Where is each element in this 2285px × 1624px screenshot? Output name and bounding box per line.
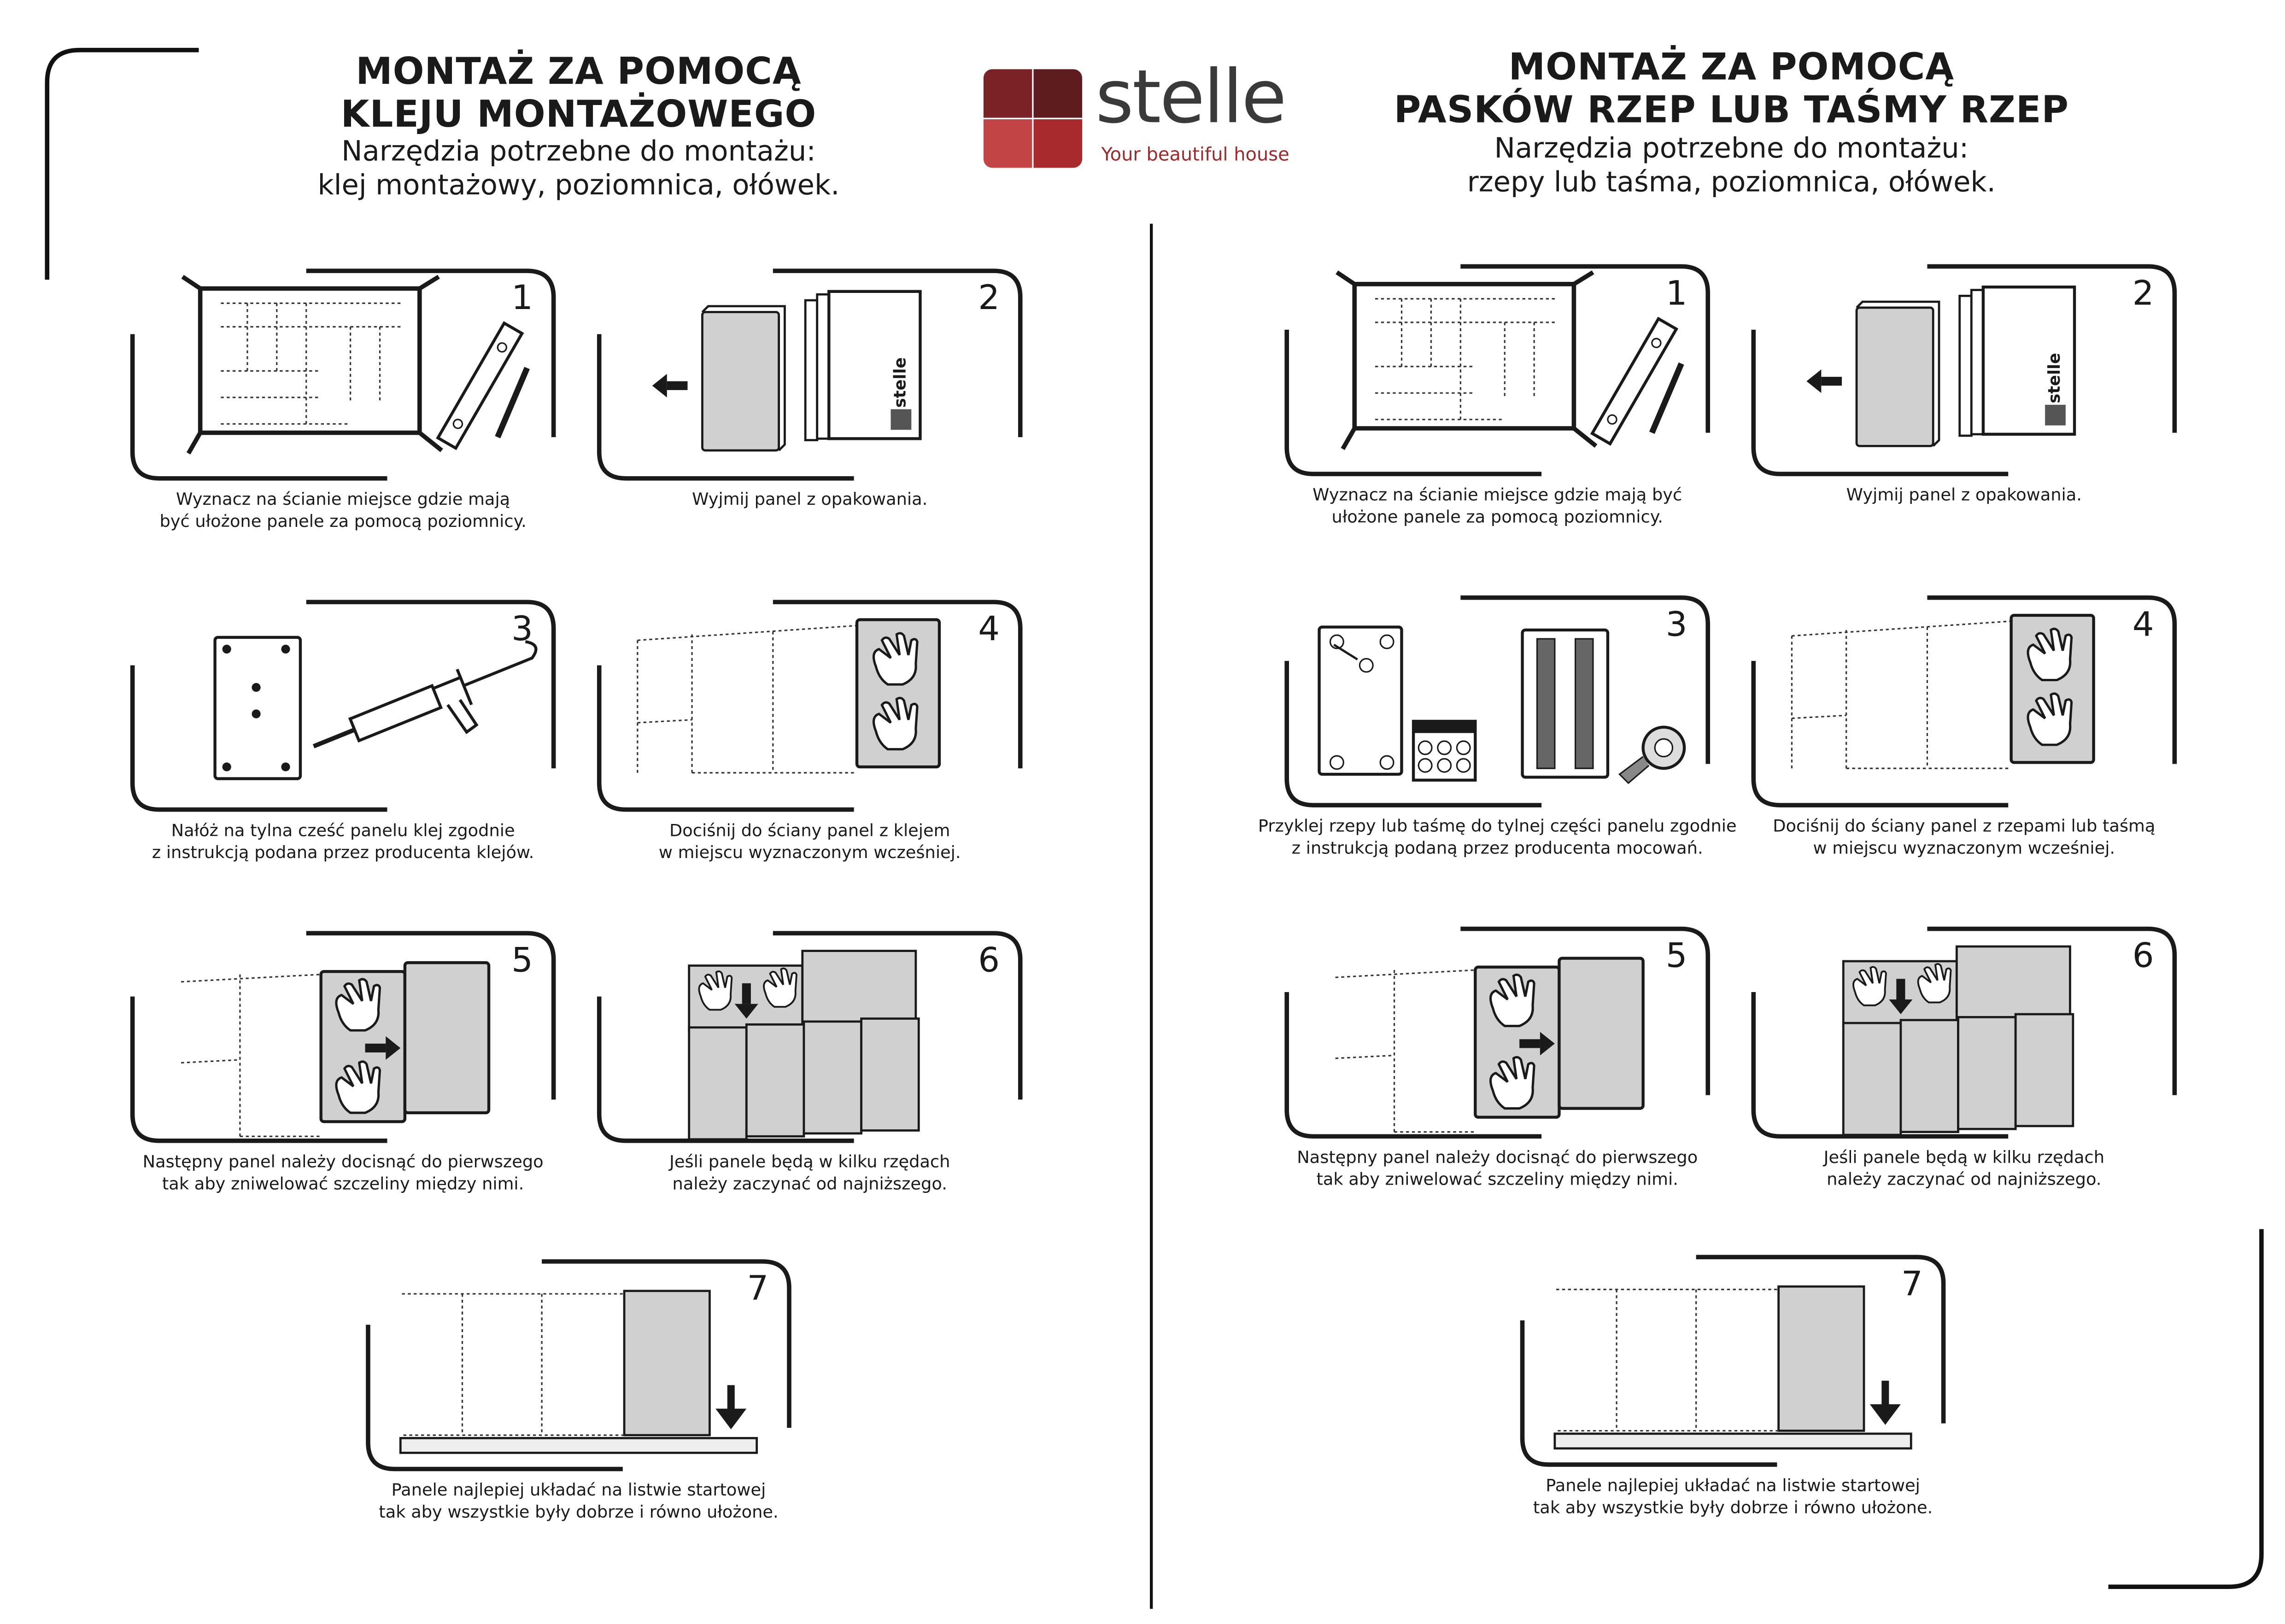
step-number: 2 xyxy=(2132,275,2154,314)
step-caption xyxy=(306,1479,851,1524)
step-caption xyxy=(1225,484,1769,528)
left-step-3 xyxy=(129,599,557,863)
step-illustration-wall xyxy=(1284,263,1711,477)
caption-line: Następny panel należy docisnąć do pierwszego xyxy=(142,1151,544,1172)
step-illustration-rows xyxy=(596,930,1023,1144)
caption-line: być ułożone panele za pomocą poziomnicy. xyxy=(159,510,527,532)
caption-line: w miejscu wyznaczonym wcześniej. xyxy=(658,842,961,863)
step-number: 6 xyxy=(978,942,1000,981)
step-number: 4 xyxy=(978,611,1000,649)
step-illustration-rail xyxy=(1519,1254,1946,1467)
logo-square xyxy=(984,119,1032,168)
caption-line: Wyjmij panel z opakowania. xyxy=(1846,484,2082,505)
right-step-4 xyxy=(1751,595,2178,859)
left-subtitle xyxy=(196,135,961,203)
left-title xyxy=(196,50,961,135)
caption-line: tak aby wszystkie były dobrze i równo ułożone. xyxy=(379,1501,779,1522)
right-step-5 xyxy=(1284,926,1711,1190)
svg-text:stelle: stelle xyxy=(2045,353,2064,403)
caption-line: tak aby zniwelować szczeliny między nimi. xyxy=(162,1173,524,1194)
caption-line: Panele najlepiej układać na listwie startowej xyxy=(1546,1475,1920,1496)
title-line: MONTAŻ ZA POMOCĄ xyxy=(1508,46,1955,88)
right-title xyxy=(1348,46,2114,131)
caption-line: należy zaczynać od najniższego. xyxy=(672,1173,947,1194)
step-caption xyxy=(70,820,615,864)
left-step-5 xyxy=(129,930,557,1194)
subtitle-line: Narzędzia potrzebne do montażu: xyxy=(341,135,816,168)
title-line: MONTAŻ ZA POMOCĄ xyxy=(356,50,802,93)
step-caption xyxy=(1692,484,2236,506)
caption-line: Panele najlepiej układać na listwie startowej xyxy=(391,1479,766,1500)
caption-line: Jeśli panele będą w kilku rzędach xyxy=(1823,1146,2105,1168)
caption-line: Dociśnij do ściany panel z rzepami lub taśmą xyxy=(1773,815,2156,836)
step-illustration-velcro xyxy=(1284,595,1711,808)
logo-wordmark: stelle xyxy=(1095,54,1285,140)
step-caption xyxy=(70,1151,615,1195)
step-number: 1 xyxy=(511,280,533,318)
step-number: 6 xyxy=(2132,937,2154,976)
step-caption xyxy=(1460,1475,2005,1519)
left-step-1 xyxy=(129,268,557,532)
step-number: 2 xyxy=(978,280,1000,318)
step-caption xyxy=(1225,1147,1769,1191)
caption-line: Jeśli panele będą w kilku rzędach xyxy=(669,1151,950,1172)
logo-square xyxy=(984,69,1032,117)
step-illustration-press xyxy=(596,599,1023,812)
left-step-6 xyxy=(596,930,1023,1194)
caption-line: Wyznacz na ścianie miejsce gdzie mają być xyxy=(1312,484,1682,505)
left-step-7 xyxy=(365,1258,792,1522)
step-number: 3 xyxy=(1665,606,1687,645)
caption-line: z instrukcją podaną przez producenta mocowań. xyxy=(1291,837,1703,859)
right-step-6 xyxy=(1751,926,2178,1190)
caption-line: Wyjmij panel z opakowania. xyxy=(692,489,928,509)
caption-line: Dociśnij do ściany panel z klejem xyxy=(669,820,950,841)
step-caption xyxy=(538,820,1082,864)
caption-line: w miejscu wyznaczonym wcześniej. xyxy=(1813,837,2115,859)
subtitle-line: Narzędzia potrzebne do montażu: xyxy=(1494,132,1969,165)
step-number: 1 xyxy=(1665,275,1687,314)
step-illustration-unpack xyxy=(596,268,1023,481)
step-illustration-rail xyxy=(365,1258,792,1472)
title-line: PASKÓW RZEP LUB TAŚMY RZEP xyxy=(1394,88,2069,131)
right-step-1 xyxy=(1284,263,1711,527)
logo-tagline: Your beautiful house xyxy=(1101,143,1289,165)
caption-line: z instrukcją podana przez producenta klejów. xyxy=(152,842,534,863)
step-number: 3 xyxy=(511,611,533,649)
left-step-2 xyxy=(596,268,1023,509)
step-caption xyxy=(538,1151,1082,1195)
step-number: 5 xyxy=(1665,937,1687,976)
step-number: 5 xyxy=(511,942,533,981)
step-illustration-press xyxy=(1751,595,2178,808)
right-subtitle xyxy=(1348,133,2114,200)
step-illustration-next xyxy=(129,930,557,1144)
title-line: KLEJU MONTAŻOWEGO xyxy=(340,93,817,136)
stelle-logo xyxy=(984,54,1322,172)
step-number: 7 xyxy=(747,1270,769,1309)
step-illustration-rows xyxy=(1751,926,2178,1139)
step-caption xyxy=(70,489,615,533)
caption-line: tak aby zniwelować szczeliny między nimi. xyxy=(1316,1168,1678,1190)
caption-line: Nałóż na tylna cześć panelu klej zgodnie xyxy=(171,820,515,841)
svg-text:stelle: stelle xyxy=(891,357,910,408)
step-number: 4 xyxy=(2132,606,2154,645)
right-step-2 xyxy=(1751,263,2178,505)
subtitle-line: rzepy lub taśma, poziomnica, ołówek. xyxy=(1467,166,1996,199)
caption-line: Wyznacz na ścianie miejsce gdzie mają xyxy=(176,489,510,509)
step-number: 7 xyxy=(1901,1266,1923,1304)
step-illustration-unpack xyxy=(1751,263,2178,477)
right-step-7 xyxy=(1519,1254,1946,1518)
step-caption xyxy=(1225,816,1769,860)
step-illustration-wall xyxy=(129,268,557,481)
caption-line: Przyklej rzepy lub taśmę do tylnej części panelu zgodnie xyxy=(1258,815,1737,836)
caption-line: ułożone panele za pomocą poziomnicy. xyxy=(1331,506,1663,527)
step-illustration-glue xyxy=(129,599,557,812)
step-caption xyxy=(538,489,1082,511)
step-caption xyxy=(1692,816,2236,860)
caption-line: Następny panel należy docisnąć do pierwszego xyxy=(1297,1146,1698,1168)
step-caption xyxy=(1692,1147,2236,1191)
step-illustration-next xyxy=(1284,926,1711,1139)
logo-square xyxy=(1034,69,1082,117)
caption-line: należy zaczynać od najniższego. xyxy=(1827,1168,2102,1190)
logo-square xyxy=(1034,119,1082,168)
subtitle-line: klej montażowy, poziomnica, ołówek. xyxy=(317,169,840,202)
right-step-3 xyxy=(1258,595,1737,859)
caption-line: tak aby wszystkie były dobrze i równo ułożone. xyxy=(1533,1497,1933,1518)
left-step-4 xyxy=(596,599,1023,863)
